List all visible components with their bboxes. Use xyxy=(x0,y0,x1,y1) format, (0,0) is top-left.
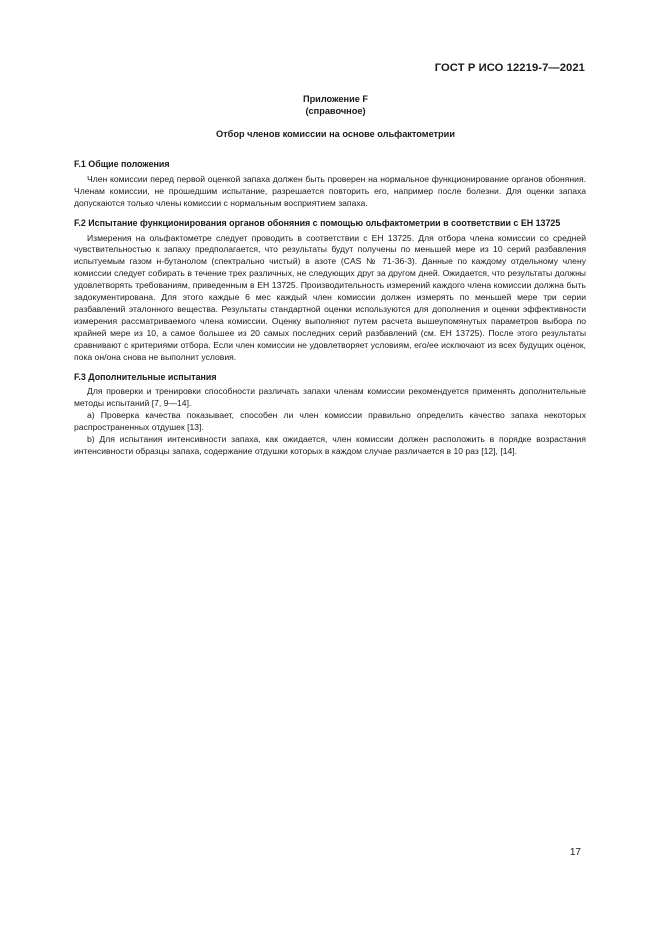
paragraph: Член комиссии перед первой оценкой запаха должен быть проверен на нормальное функционирование органов обоняния. Членам комиссии, не прошедшим испытание, разрешается повторить его, например после болезни. Для оценки запаха допускаются только члены комиссии с нормальным восприятием запаха. xyxy=(74,173,586,208)
section-heading: F.1 Общие положения xyxy=(74,159,170,169)
section-heading: F.2 Испытание функционирования органов обоняния с помощью ольфактометрии в соответствии с ЕН 13725 xyxy=(74,217,561,228)
section-heading: F.3 Дополнительные испытания xyxy=(74,371,217,382)
annex-heading: Отбор членов комиссии на основе ольфактометрии xyxy=(216,129,455,139)
annex-header xyxy=(0,93,661,117)
list-item: b) Для испытания интенсивности запаха, как ожидается, член комиссии должен расположить в порядке возрастания интенсивности образцы запаха, содержание отдушки которых в каждом случае различается в 10 раз [12], [14]. xyxy=(74,434,586,456)
document-body xyxy=(74,159,586,466)
annex-title: Приложение F xyxy=(302,94,369,104)
page-number: 17 xyxy=(569,847,581,858)
list-item: a) Проверка качества показывает, способен ли член комиссии правильно определить качество запаха некоторых распространенных отдушек [13]. xyxy=(74,410,586,433)
paragraph: Измерения на ольфактометре следует проводить в соответствии с ЕН 13725. Для отбора члена комиссии со средней чувствительностью к запаху предполагается, что результаты будут получены по меньшей мере из 10 серий разбавления испытуемым газом н-бутанолом (спектрально чистый) в азоте (CAS № 71-36-3). Данные по каждому отдельному члену комиссии следует собирать в течение трех различных, не следующих друг за другом дней. Ожидается, что результаты должны удовлетворять требованиям, приведенным в ЕН 13725. Производительность измерений каждого члена комиссии должна быть задокументирована. Для этого каждые 6 мес каждый член комиссии должен измерять по меньшей мере три серии разбавлений эталонного вещества. Результаты стандартной оценки используются для дополнения и оценки эффективности измерения рассматриваемого члена комиссии. Оценку выполняют путем расчета вышеупомянутых параметров выбора по крайней мере из 10, а самое большее из 20 самых последних серий разбавлений (см. ЕН 13725). После этого результаты сравнивают с критериями отбора. Если член комиссии не удовлетворяет условиям, его/ее исключают из всех будущих оценок, пока он/она снова не выполнит условия. xyxy=(74,232,586,362)
section-f2 xyxy=(74,218,586,364)
section-f3 xyxy=(74,372,586,458)
annex-kind: (справочное) xyxy=(305,106,366,116)
paragraph: Для проверки и тренировки способности различать запахи членам комиссии рекомендуется применять дополнительные методы испытаний [7, 9—14]. xyxy=(74,386,586,409)
section-f1 xyxy=(74,159,586,210)
standard-code: ГОСТ Р ИСО 12219-7—2021 xyxy=(434,62,585,74)
